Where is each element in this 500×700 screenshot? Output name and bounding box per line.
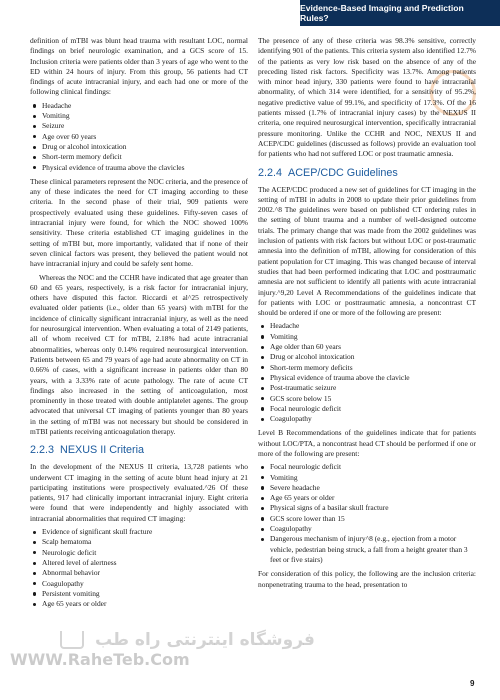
page-number: 9 — [470, 679, 475, 688]
right-paragraph-1: The presence of any of these criteria was 98.3% sensitive, correctly identifying 901 of the patients. This criteria system also identified 12.7% of the patients as very low risk based on the absence of any of the preceding listed risk factors. Specificity was 13.7%. Among patients with minor head injury, 330 patients were found to have intracranial abnormality, of which 314 were identified, for a sensitivity of 95.2%, negative predictive value of 99.1%, and specificity of 17.3%. Of the 16 patients missed (1.7% of intracranial injury cases) by the NEXUS II criteria, one required neurosurgical intervention, specifically intracranial pressure monitoring. Unlike the CCHR and NOC, NEXUS II and ACEP/CDC guidelines (discussed as follows) provide an evaluation tool for patients who had not suffered LOC or post traumatic amnesia. — [258, 36, 476, 159]
list-item: Severe headache — [270, 483, 476, 493]
running-header — [300, 0, 500, 26]
right-paragraph-3: Level B Recommendations of the guidelines indicate that for patients without LOC/PTA, a noncontrast head CT should be performed if one or more of the following are present: — [258, 428, 476, 458]
list-item: Age older than 60 years — [270, 342, 476, 352]
list-item: Coagulopathy — [42, 579, 248, 589]
list-item: Drug or alcohol intoxication — [42, 142, 248, 152]
left-paragraph-3: Whereas the NOC and the CCHR have indicated that age greater than 60 and 65 years, respectively, is a risk factor for intracranial injury, others have disputed this factor. Riccardi et al^25 retrospectively evaluated older patients (i.e., older than 65 years) with mTBI for the incidence of clinically significant intracranial injury, as well as the need for neurosurgical intervention. When evaluating a total of 2149 patients, all of whom received CT for mTBI, 2.18% had acute intracranial abnormalities, whereas only 0.14% required neurosurgical intervention. Patients between 65 and 79 years of age had acute abnormality on CT in 0.66% of cases, with a significant increase in patients older than 80 years, with a 3.33% rate of acute pathology. The rate of acute CT findings also increased in the setting of anticoagulation, most prominently in those treated with double antiplatelet agents. The group advocated that universal CT imaging of patients younger than 80 years in the setting of mTBI was not necessary but should be considered in mTBI patients receiving anticoagulation therapy. — [30, 272, 248, 436]
level-a-list — [258, 321, 476, 424]
list-item: Neurologic deficit — [42, 548, 248, 558]
section-heading-acep — [258, 167, 476, 180]
section-title: NEXUS II Criteria — [60, 444, 145, 457]
list-item: Headache — [270, 321, 476, 331]
list-item: Headache — [42, 101, 248, 111]
list-item: Focal neurologic deficit — [270, 404, 476, 414]
list-item: Post-traumatic seizure — [270, 383, 476, 393]
list-item: Physical evidence of trauma above the clavicles — [42, 163, 248, 173]
left-column — [30, 36, 248, 613]
list-item: GCS score below 15 — [270, 394, 476, 404]
nexus-criteria-list — [30, 527, 248, 609]
list-item: Vomiting — [270, 332, 476, 342]
noc-criteria-list — [30, 101, 248, 173]
list-item: Dangerous mechanism of injury^8 (e.g., ejection from a motor vehicle, pedestrian being struck, a fall from a height greater than 3 feet or five stairs) — [270, 534, 476, 565]
cart-watermark-icon — [60, 631, 84, 649]
section-number: 2.2.4 — [258, 166, 283, 179]
list-item: Short-term memory deficit — [42, 152, 248, 162]
list-item: Age 65 years or older — [270, 493, 476, 503]
level-b-list — [258, 462, 476, 565]
right-column — [258, 36, 476, 593]
list-item: GCS score lower than 15 — [270, 514, 476, 524]
right-paragraph-4: For consideration of this policy, the following are the inclusion criteria: nonpenetrating trauma to the head, presentation to — [258, 569, 476, 589]
list-item: Focal neurologic deficit — [270, 462, 476, 472]
list-item: Vomiting — [270, 473, 476, 483]
list-item: Short-term memory deficits — [270, 363, 476, 373]
list-item: Seizure — [42, 121, 248, 131]
list-item: Scalp hematoma — [42, 537, 248, 547]
watermark-url: WWW.RaheTeb.Com — [10, 650, 190, 669]
list-item: Physical signs of a basilar skull fracture — [270, 503, 476, 513]
section-number: 2.2.3 — [30, 444, 55, 457]
list-item: Abnormal behavior — [42, 568, 248, 578]
watermark-persian: فروشگاه اینترنتی راه طب — [95, 630, 315, 650]
list-item: Age over 60 years — [42, 132, 248, 142]
left-paragraph-2: These clinical parameters represent the NOC criteria, and the presence of any of these indicates the need for CT imaging according to these criteria. In the second phase of their trial, 909 patients were prospectively evaluated using these guidelines. Fifty-seven cases of intracranial injury were found, for which the NOC showed 100% sensitivity. These criteria established CT imaging guidelines in the setting of mTBI but, more importantly, validated that if none of their seven clinical factors was present, they believed the patient would not have intracranial injury and could be safely sent home. — [30, 176, 248, 269]
list-item: Physical evidence of trauma above the clavicle — [270, 373, 476, 383]
list-item: Altered level of alertness — [42, 558, 248, 568]
list-item: Evidence of significant skull fracture — [42, 527, 248, 537]
list-item: Drug or alcohol intoxication — [270, 352, 476, 362]
left-paragraph-4: In the development of the NEXUS II criteria, 13,728 patients who underwent CT imaging in the setting of acute blunt head injury at 21 participating institutions were prospectively evaluated.^26 Of these patients, 917 had clinically important intracranial injury. Eight criteria were found that were independently and highly associated with intracranial abnormalities that required CT imaging: — [30, 462, 248, 523]
list-item: Coagulopathy — [270, 524, 476, 534]
list-item: Vomiting — [42, 111, 248, 121]
list-item: Persistent vomiting — [42, 589, 248, 599]
list-item: Coagulopathy — [270, 414, 476, 424]
running-header-title: Evidence-Based Imaging and Prediction Rules? — [300, 3, 464, 23]
section-heading-nexus — [30, 444, 248, 457]
left-paragraph-1: definition of mTBI was blunt head trauma with resultant LOC, normal findings on brief neurologic examination, and a GCS score of 15. Inclusion criteria were patients older than 3 years of age who went to the ED within 24 hours of injury. From this group, 56 patients had CT findings of acute intracranial injury, and each had one or more of the following clinical findings: — [30, 36, 248, 97]
section-title: ACEP/CDC Guidelines — [288, 166, 398, 179]
right-paragraph-2: The ACEP/CDC produced a new set of guidelines for CT imaging in the setting of mTBI in adults in 2008 to update their prior guidelines from 2002.^8 The guidelines were based on published CT ordering rules in the setting of blunt trauma and a number of well-designed outcome trials. The primary change that was made from the 2002 guidelines was inclusion of patients with risk factors but without LOC or post-traumatic amnesia into the definition of mTBI, allowing for consideration of this patient population for CT imaging. This was changed because of interval studies that had been performed indicating that LOC and posttraumatic amnesia are not sufficient to identify all patients with acute intracranial injury.^9,20 Level A Recommendations of the guidelines indicate that for patients with LOC or posttraumatic amnesia, a noncontrast CT should be ordered if one or more of the following are present: — [258, 184, 476, 318]
list-item: Age 65 years or older — [42, 599, 248, 609]
